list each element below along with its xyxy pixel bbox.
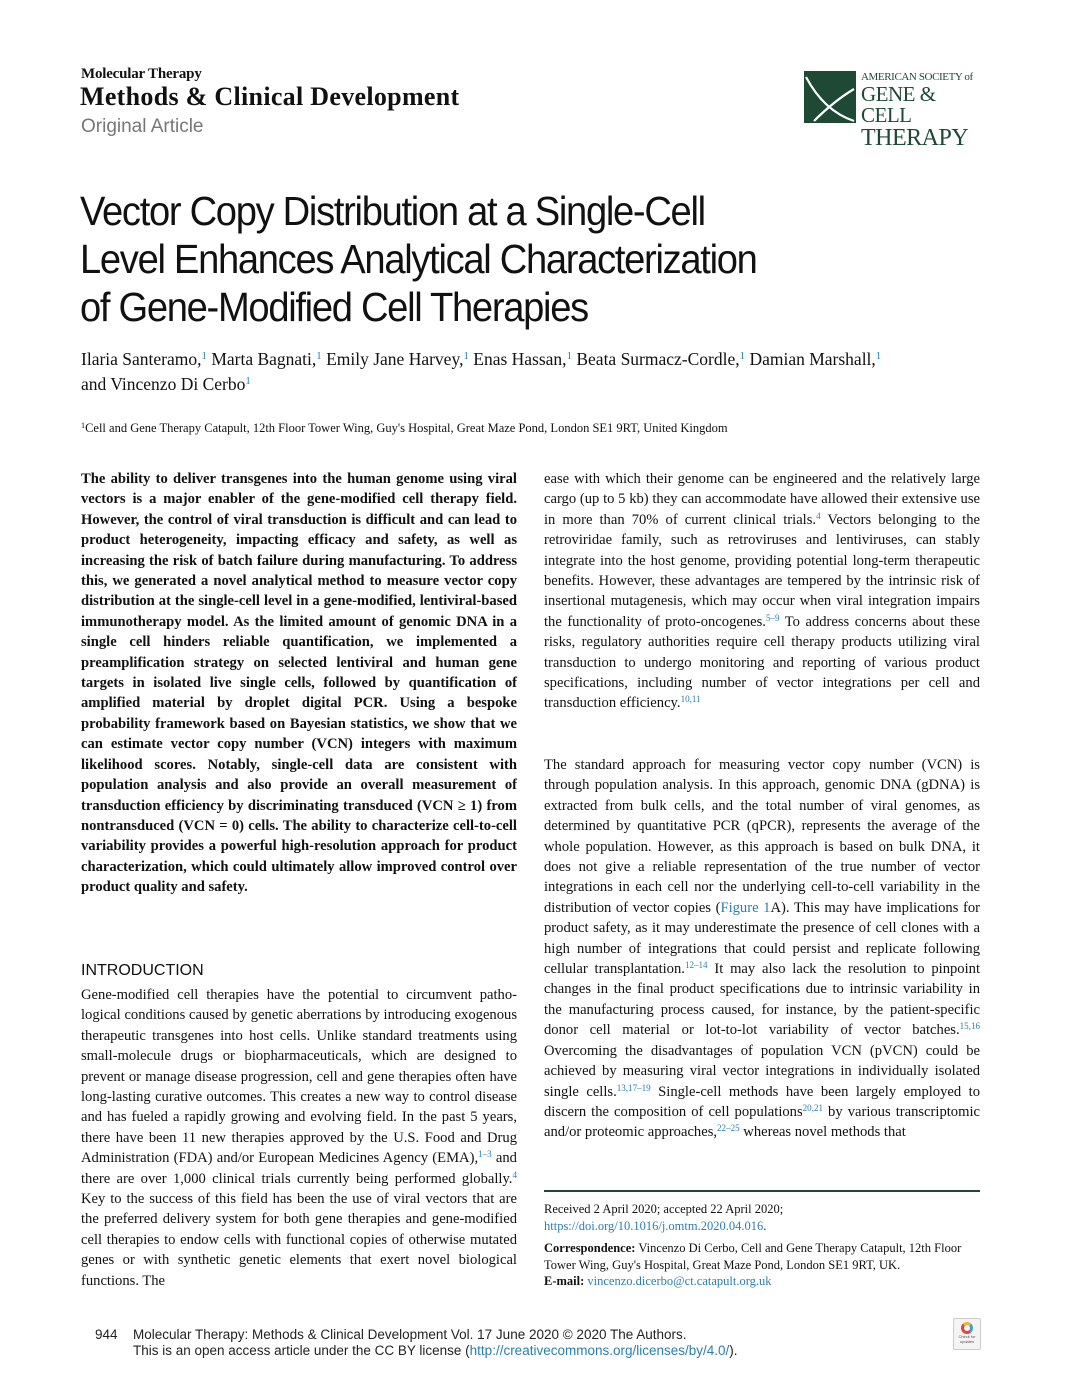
author[interactable]: Emily Jane Harvey,$^1$	[326, 349, 469, 369]
footnote-divider	[544, 1190, 980, 1192]
logo-line-1: AMERICAN SOCIETY of	[861, 71, 973, 83]
affiliation-ref[interactable]: 1	[463, 350, 469, 363]
author[interactable]: Damian Marshall,$^1$	[749, 349, 882, 369]
body-paragraph: The standard approach for measuring vector copy number (VCN) is through population analysis. In this approach, genomic DNA (gDNA) is extracted from bulk cells, and the total number of viral genomes, as determined by quantitative PCR (qPCR), represents the average of the whole population. However, as this approach is based on bulk DNA, it does not give a reliable representation of the true number of vector integrations in each cell nor the underlying cell-to-cell variability in the distribution of vector copies (Figure 1A). This may have implications for product safety, as it may underestimate the presence of cell clones with a high number of integrations that could persist and replicate following cellular transplantation.$^{12-14}$ It may also lack the resolution to pinpoint changes in the final product specifications due to intrinsic variability in the manufacturing process caused, for instance, by the patient-specific donor cell material or lot-to-lot variability of vector batches.$^{15,16}$ Overcoming the disadvantages of population VCN (pVCN) could be achieved by measuring viral vector integrations in individually isolated single cells.$^{13,17-19}$ Single-cell methods have been largely employed to discern the composition of cell populations$^{20,21}$ by various transcriptomic and/or proteomic approaches,$^{22-25}$ whereas novel methods that	[544, 757, 981, 1141]
affiliation-number: 1	[81, 420, 86, 430]
author[interactable]: Marta Bagnati,$^1$	[211, 349, 322, 369]
received-dates: Received 2 April 2020; accepted 22 April 2020; https://doi.org/10.1016/j.omtm.2020.04.016.	[544, 1202, 784, 1233]
affiliation-ref[interactable]: 1	[316, 350, 322, 363]
page-footer: 944 Molecular Therapy: Methods & Clinical Development Vol. 17 June 2020 © 2020 The Authors. This is an open access article under the CC BY license (http://creativecommons.org/licenses/by/4.0/).	[95, 1327, 738, 1358]
check-updates-icon	[961, 1322, 973, 1334]
citation-link[interactable]: 13,17–19	[616, 1082, 651, 1093]
author-list	[81, 347, 991, 397]
correspondence: Correspondence: Vincenzo Di Cerbo, Cell and Gene Therapy Catapult, 12th Floor Tower Wing, Guy's Hospital, Great Maze Pond, London SE1 9RT, UK. E-mail: vincenzo.dicerbo@ct.catapult.org.uk	[544, 1241, 962, 1288]
logo-line-3: THERAPY	[861, 125, 969, 151]
author[interactable]: Beata Surmacz-Cordle,$^1$	[576, 349, 746, 369]
citation-link[interactable]: 10,11	[680, 694, 701, 705]
logo-line-2: GENE & CELL	[861, 82, 936, 127]
citation-link[interactable]: 5–9	[765, 612, 780, 623]
logo-mark-icon	[804, 71, 856, 123]
correspondence-label: Correspondence:	[544, 1241, 636, 1255]
article-title	[80, 187, 824, 331]
abstract: The ability to deliver transgenes into the human genome using viral vectors is a major enabler of the gene-modified cell therapy field. However, the control of viral transduction is difficult and can lead to product heterogeneity, impacting efficacy and safety, as well as increasing the risk of batch failure during manufacturing. To address this, we generated a novel analytical method to measure vector copy distribution at the single-cell level in a gene-modified, lentiviral-based immunotherapy model. As the limited amount of genomic DNA in a single cell hinders reliable quantification, we implemented a preamplification strategy on selected lentiviral and human gene targets in isolated live single cells, followed by quantification of amplified material by droplet digital PCR. Using a bespoke probability framework based on Bayesian statistics, we show that we can estimate vector copy number (VCN) integers with maximum likelihood scores. Notably, single-cell data are consistent with population analysis and also provide an overall measurement of transduction efficiency by discriminating transduced (VCN ≥ 1) from nontransduced (VCN = 0) cells. The ability to characterize cell-to-cell variability provides a powerful high-resolution approach for product characterization, which could ultimately allow improved control over product quality and safety.	[81, 471, 517, 896]
citation-link[interactable]: 12–14	[684, 960, 708, 971]
asgct-logo[interactable]	[804, 71, 980, 151]
affiliation-text: Cell and Gene Therapy Catapult, 12th Floor Tower Wing, Guy's Hospital, Great Maze Pond, London SE1 9RT, United Kingdom	[85, 421, 728, 435]
journal-name-small: Molecular Therapy	[81, 66, 202, 82]
license-link[interactable]: http://creativecommons.org/licenses/by/4.0/	[469, 1343, 730, 1358]
author[interactable]: and Vincenzo Di Cerbo$^1$	[81, 374, 251, 394]
citation-link[interactable]: 20,21	[802, 1102, 824, 1113]
affiliation	[81, 421, 981, 436]
title-line: of Gene-Modified Cell Therapies	[80, 284, 588, 330]
section-heading-introduction: INTRODUCTION	[81, 962, 204, 979]
journal-name: Methods & Clinical Development	[80, 82, 460, 111]
doi-link[interactable]: https://doi.org/10.1016/j.omtm.2020.04.016	[544, 1219, 764, 1233]
citation-line: Molecular Therapy: Methods & Clinical Development Vol. 17 June 2020 © 2020 The Authors.	[133, 1327, 687, 1342]
email-link[interactable]: vincenzo.dicerbo@ct.catapult.org.uk	[587, 1274, 772, 1288]
citation-link[interactable]: 4	[816, 510, 821, 521]
page-number: 944	[95, 1327, 118, 1342]
article-type: Original Article	[81, 116, 204, 137]
body-paragraph: ease with which their genome can be engineered and the relatively large cargo (up to 5 kb) they can accommodate have allowed their extensive use in more than 70% of current clinical trials.$^4$ Vectors belonging to the retroviridae family, such as retroviruses and lentiviruses, can stably integrate into the host genome, providing potential long-term therapeutic benefits. However, these advantages are tempered by the intrinsic risk of insertional mutagenesis, which may occur when viral integration impairs the functionality of proto-oncogenes.$^{5-9}$ To address concerns about these risks, regulatory authorities require cell therapy products utilizing viral transduction to undergo monitoring and reporting of various product specifications, including number of vector integrations per cell and transduction efficiency.$^{10,11}$	[544, 471, 980, 712]
figure-link[interactable]: Figure 1	[720, 899, 771, 916]
citation-link[interactable]: 4	[512, 1169, 517, 1180]
author[interactable]: Enas Hassan,$^1$	[473, 349, 572, 369]
affiliation-ref[interactable]: 1	[739, 350, 746, 363]
affiliation-ref[interactable]: 1	[566, 350, 572, 363]
introduction-paragraph: Gene-modified cell therapies have the potential to circumvent pathological conditions caused by genetic aberrations by introducing exogenous therapeutic transgenes into host cells. Unlike standard treatments using small-molecule drugs or biopharmaceuticals, which are designed to prevent or manage disease progression, cell and gene therapies often have long-lasting curative outcomes. This creates a new way to control disease and has fueled a rapidly growing and evolving field. In the past 5 years, there have been 11 new therapies approved by the U.S. Food and Drug Administration (FDA) and/or European Medicines Agency (EMA),$^{1-3}$ and there are over 1,000 clinical trials currently being performed globally.$^4$ Key to the success of this field has been the use of viral vectors that are the preferred delivery system for both gene therapies and gene-modified cell therapies to endow cells with functional copies of otherwise mutated genes or with synthetic genetic elements that exert novel biological functions. The	[81, 987, 517, 1289]
title-line: Level Enhances Analytical Characterization	[80, 236, 757, 282]
citation-link[interactable]: 1–3	[478, 1149, 492, 1160]
author[interactable]: Ilaria Santeramo,$^1$	[81, 349, 207, 369]
citation-link[interactable]: 22–25	[717, 1123, 740, 1134]
title-line: Vector Copy Distribution at a Single-Cell	[80, 188, 705, 234]
check-for-updates-button[interactable]	[953, 1318, 981, 1350]
affiliation-ref[interactable]: 1	[201, 350, 207, 363]
badge-label: Check for updates	[958, 1334, 976, 1344]
affiliation-ref[interactable]: 1	[245, 375, 251, 388]
citation-link[interactable]: 15,16	[959, 1021, 980, 1032]
affiliation-ref[interactable]: 1	[875, 350, 882, 363]
email-label: E-mail:	[544, 1274, 585, 1288]
